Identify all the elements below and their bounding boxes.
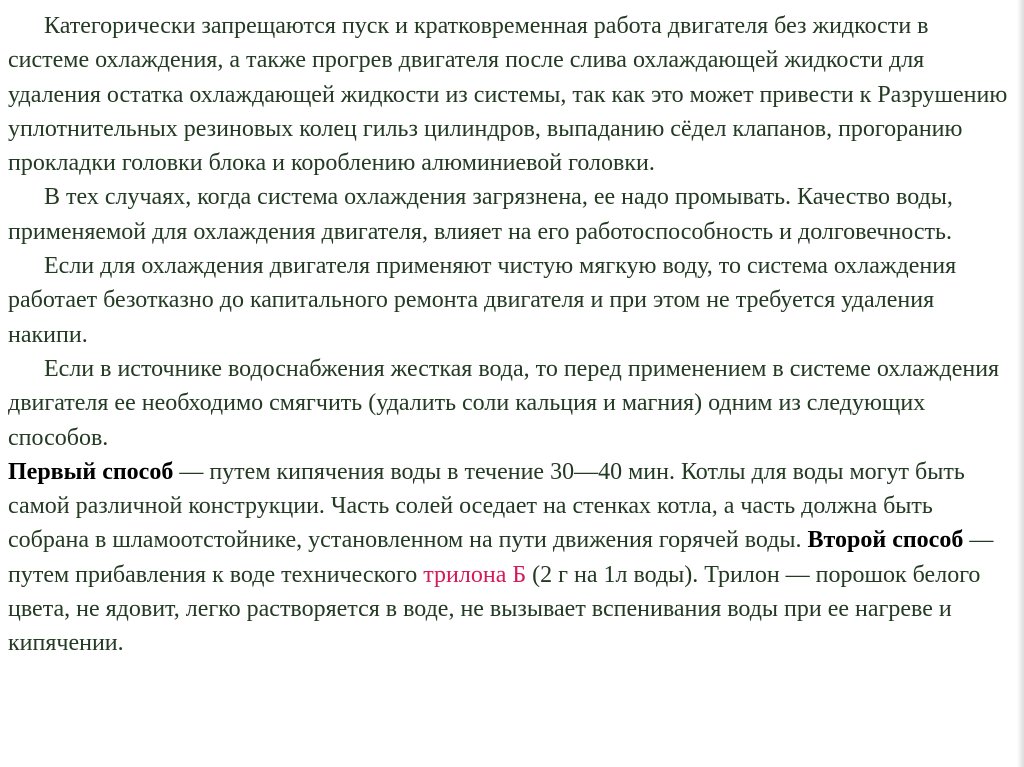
paragraph-warning: Категорически запрещаются пуск и кратковременная работа двигателя без жидкости в системе охлаждения, а также прогрев двигателя после слива охлаждающей жидкости для удаления остатка охлаждающей жидкости из системы, так как это может привести к Разрушению уплотнительных резиновых колец гильз цилиндров, выпаданию сёдел клапанов, прогоранию прокладки головки блока и короблению алюминиевой головки. [8,13,1008,177]
trilon-b-link[interactable]: трилона Б [423,561,527,588]
second-method-label: Второй способ [807,527,964,554]
second-method-text-after: (2 г на 1л воды). Трилон — порошок белого цвета, не ядовит, легко растворяется в воде, не вызывает вспенивания воды при ее нагреве и кипячении. [8,561,981,657]
paragraph-hard-water: Если в источнике водоснабжения жесткая вода, то перед применением в системе охлаждения двигателя ее необходимо смягчить (удалить соли кальция и магния) одним из следующих способов. [8,355,1000,451]
slide-edge-shadow [1017,0,1024,767]
first-method-label: Первый способ [8,458,174,485]
paragraph-flushing: В тех случаях, когда система охлаждения загрязнена, ее надо промывать. Качество воды, применяемой для охлаждения двигателя, влияет на его работоспособность и долговечность. [8,184,953,245]
second-method-text-before: — путем прибавления к воде технического [8,527,994,588]
first-method-text: — путем кипячения воды в течение 30—40 мин. Котлы для воды могут быть самой различной конструкции. Часть солей оседает на стенках котла, а часть должна быть собрана в шламоотстойнике, установленном на пути движения горячей воды. [8,458,965,554]
paragraph-methods [8,455,1010,661]
document-body [8,9,1010,661]
paragraph-soft-water: Если для охлаждения двигателя применяют чистую мягкую воду, то система охлаждения работает безотказно до капитального ремонта двигателя и при этом не требуется удаления накипи. [8,253,957,348]
